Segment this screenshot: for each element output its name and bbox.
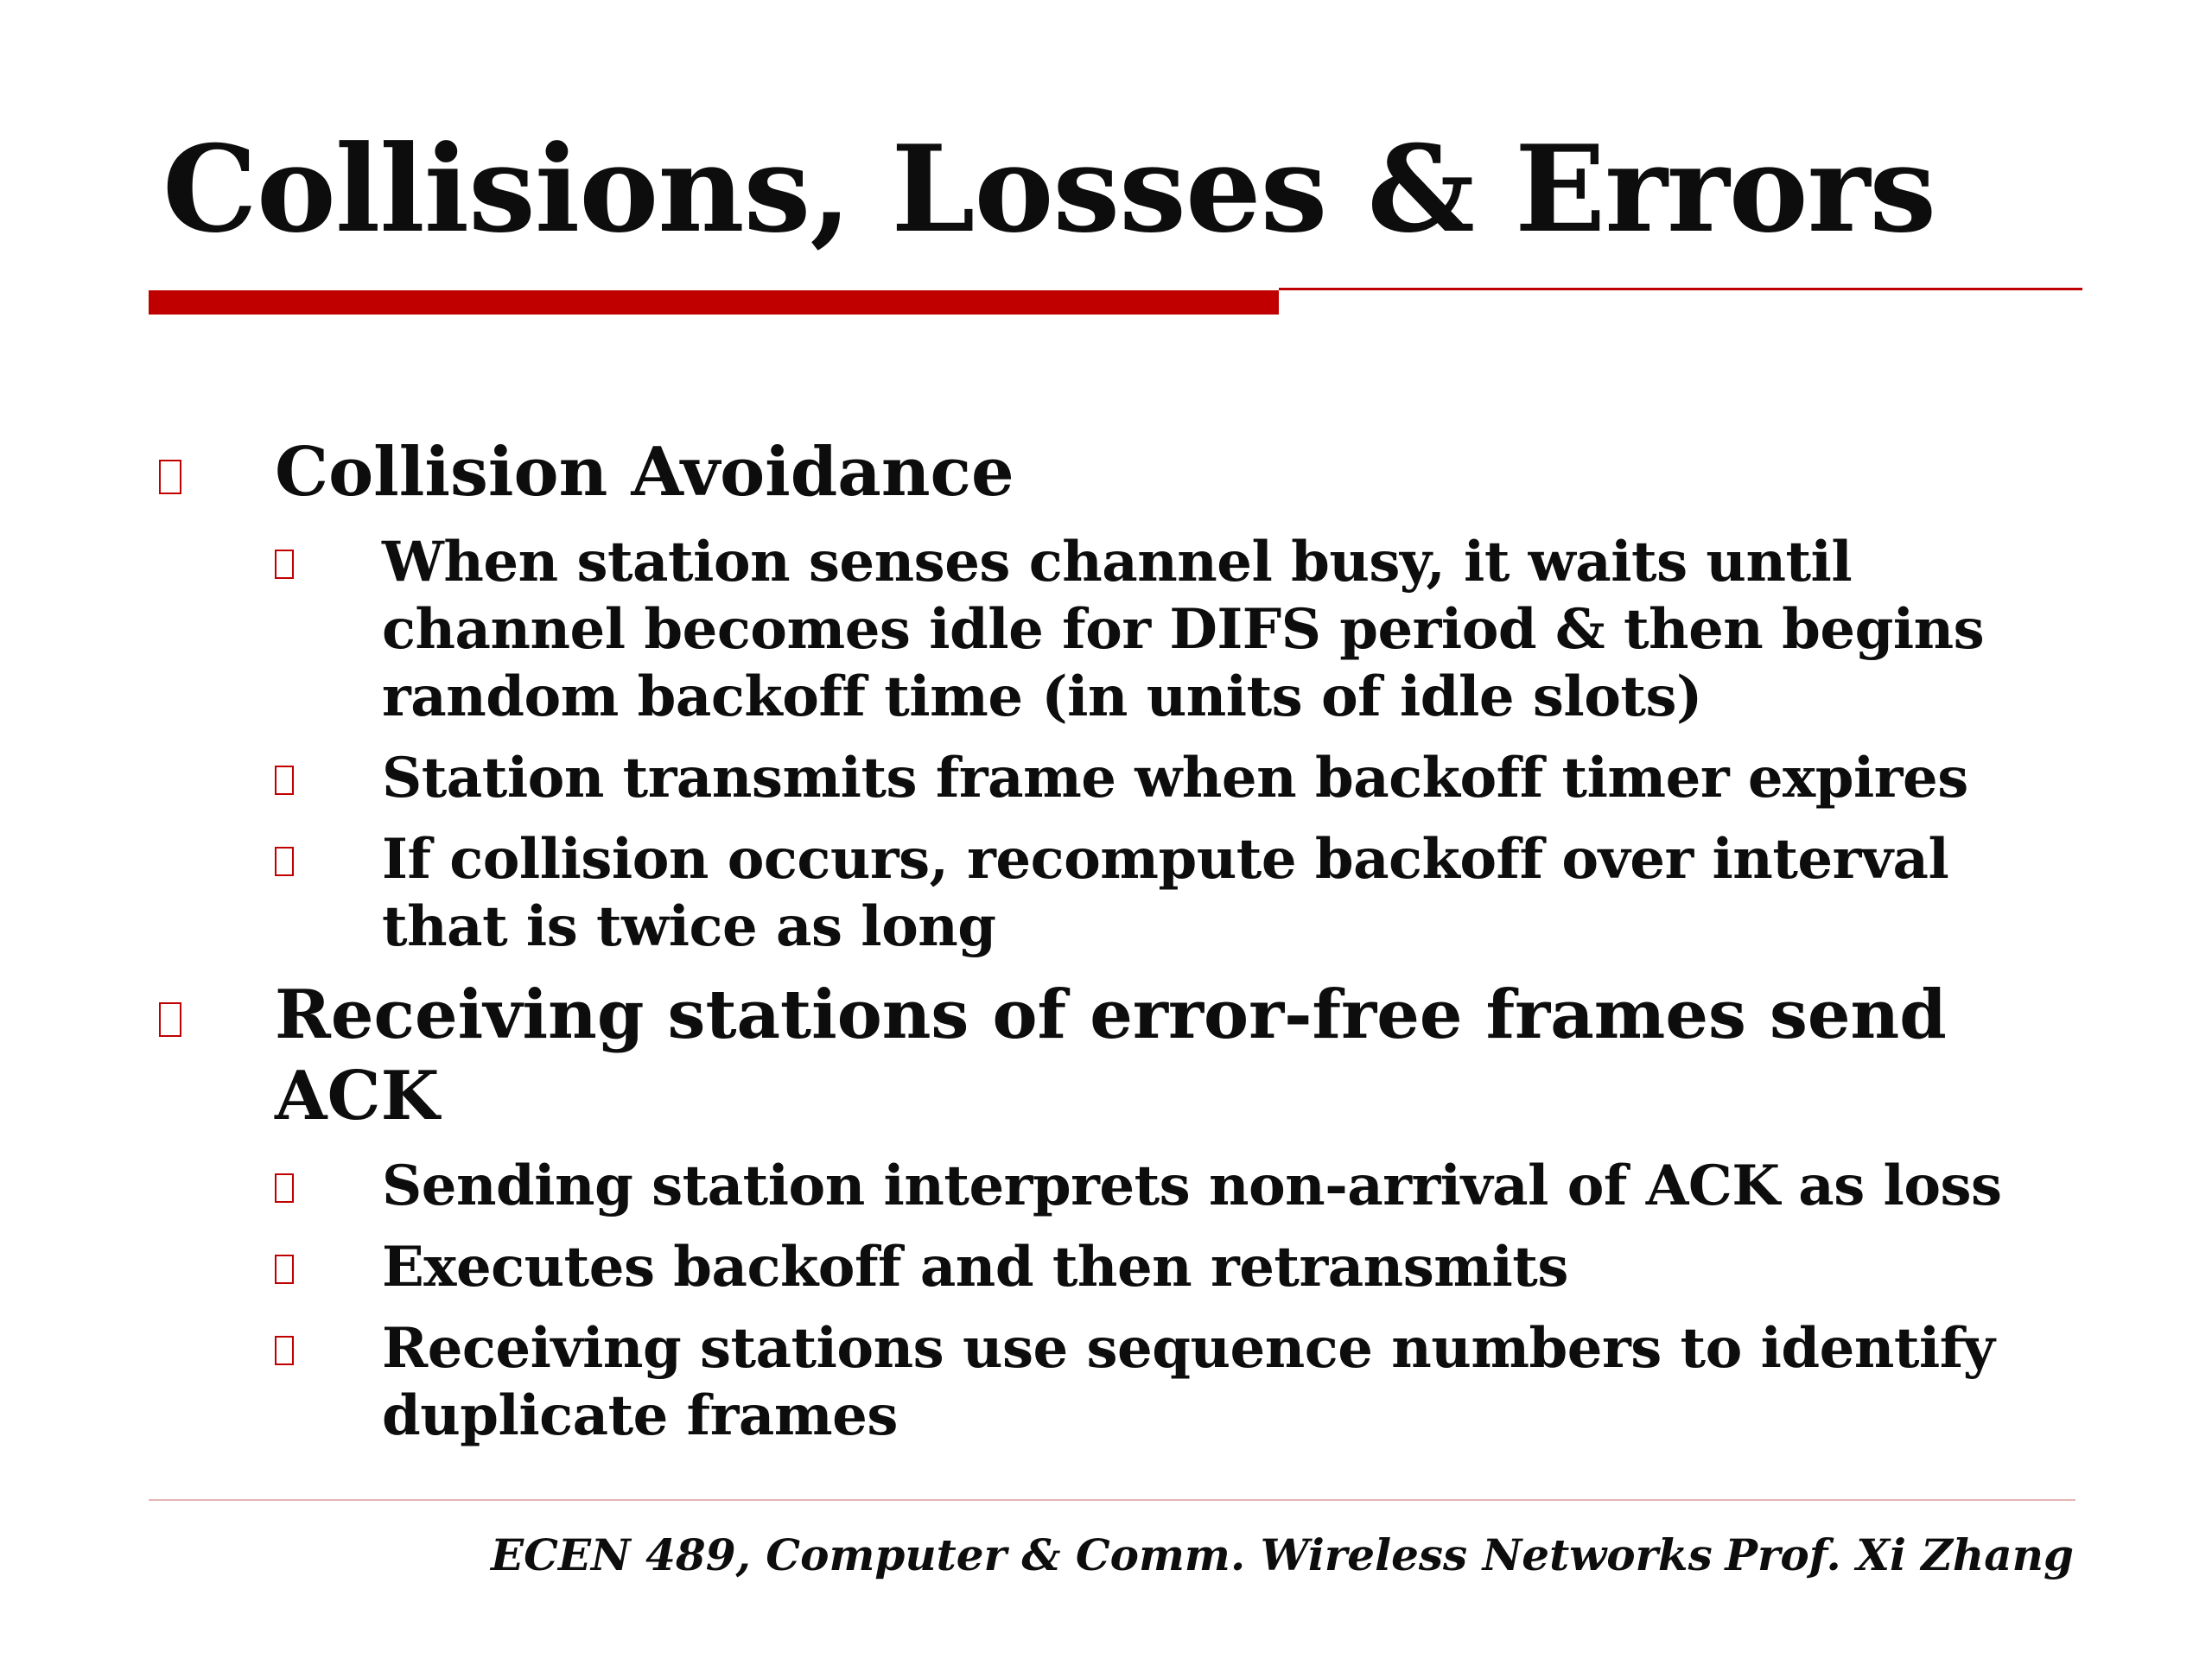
square-bullet-icon: [275, 847, 294, 876]
square-bullet-icon: [275, 766, 294, 795]
sub-bullet-text: Sending station interprets non-arrival of ACK as loss: [382, 1154, 2002, 1218]
footer-author: Prof. Xi Zhang: [1725, 1529, 2074, 1580]
square-bullet-icon: [275, 1336, 294, 1365]
sub-bullet-channel-busy: [147, 529, 2091, 731]
square-bullet-icon: [159, 1002, 181, 1037]
sub-bullet-text: Executes backoff and then retransmits: [382, 1235, 1568, 1300]
sub-bullet-text: When station senses channel busy, it waits until channel becomes idle for DIFS period & then begins random backoff time (in units of idle slots): [382, 530, 1985, 729]
sub-bullet-collision-recompute: [147, 826, 2091, 961]
sub-bullet-sequence-numbers: [147, 1315, 2091, 1450]
sub-bullet-text: Station transmits frame when backoff timer expires: [382, 746, 1968, 810]
slide-title: Collisions, Losses & Errors: [162, 118, 1936, 259]
square-bullet-icon: [275, 550, 294, 579]
bullet-text: Receiving stations of error-free frames send ACK: [275, 976, 1947, 1135]
sub-bullet-text: If collision occurs, recompute backoff over interval that is twice as long: [382, 827, 1949, 959]
sub-bullet-ack-loss: [147, 1153, 2091, 1220]
bullet-collision-avoidance: [147, 432, 2091, 513]
bullet-text: Collision Avoidance: [275, 433, 1014, 512]
footer-divider: [149, 1499, 2075, 1501]
bullet-list: [147, 432, 2091, 1464]
footer-course-title: ECEN 489, Computer & Comm. Wireless Networks: [491, 1529, 1713, 1580]
title-underline-thick: [149, 290, 1279, 315]
square-bullet-icon: [159, 460, 181, 494]
sub-bullet-retransmit: [147, 1234, 2091, 1301]
square-bullet-icon: [275, 1173, 294, 1203]
sub-bullet-text: Receiving stations use sequence numbers to identify duplicate frames: [382, 1316, 1995, 1448]
title-underline-thin: [1279, 288, 2082, 290]
square-bullet-icon: [275, 1255, 294, 1284]
sub-bullet-backoff-expires: [147, 745, 2091, 812]
bullet-receiving-ack: [147, 975, 2091, 1137]
